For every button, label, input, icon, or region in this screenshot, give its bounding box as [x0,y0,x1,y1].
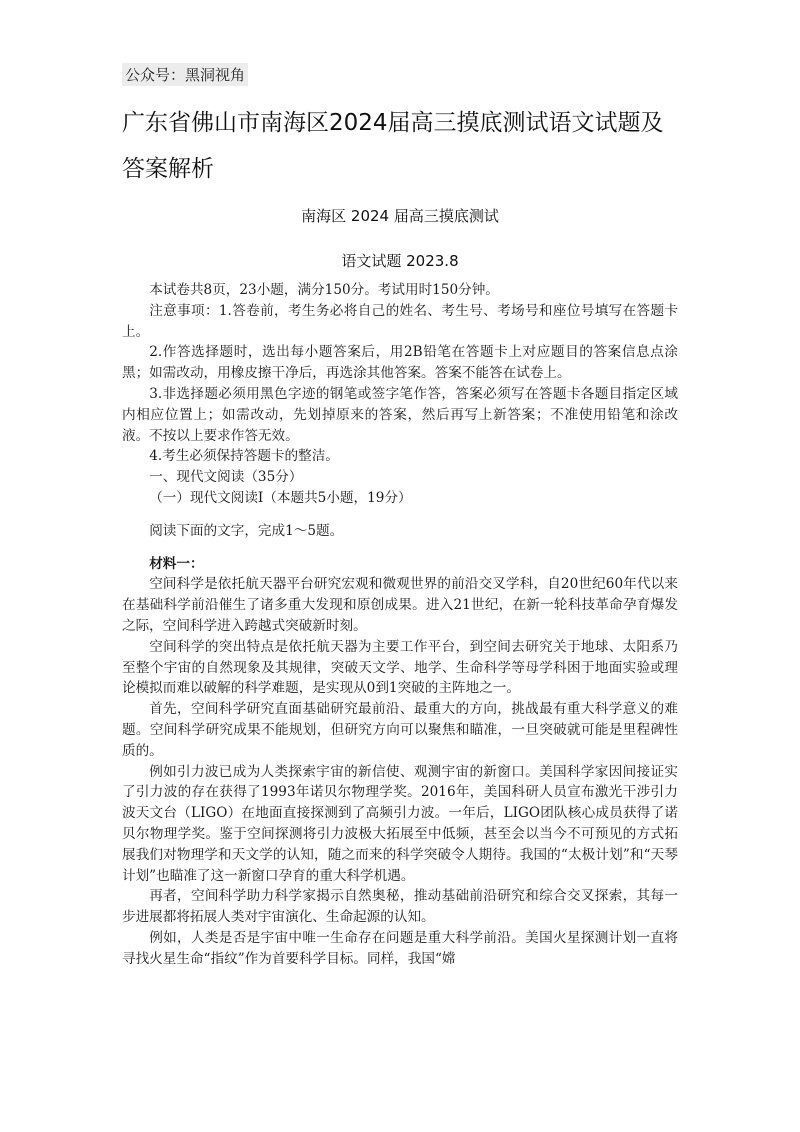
document-body [122,280,678,970]
paragraph-intro: 本试卷共8页，23小题，满分150分。考试用时150分钟。 [149,282,499,298]
paragraph-notice-3: 3.非选择题必须用黑色字迹的钢笔或签字笔作答，答案必须写在答题卡各题目指定区域内相应位置上；如需改动，先划掉原来的答案，然后再写上新答案；不准使用铅笔和涂改液。不按以上要求作答无效。 [122,385,678,444]
material-paragraph: 例如，人类是否是宇宙中唯一生命存在问题是重大科学前沿。美国火星探测计划一直将寻找火星生命“指纹”作为首要科学目标。同样，我国“嫦 [122,929,678,967]
reading-instruction: 阅读下面的文字，完成1～5题。 [149,522,344,539]
paragraph-notice-4: 4.考生必须保持答题卡的整洁。 [149,448,339,465]
document-title: 广东省佛山市南海区2024届高三摸底测试语文试题及答案解析 [122,110,664,182]
watermark-label: 公众号：黑洞视角 [122,63,248,86]
exam-subtitle: 南海区 2024 届高三摸底测试 [301,207,499,225]
exam-name: 语文试题 2023.8 [341,252,459,270]
material-paragraph: 空间科学的突出特点是依托航天器为主要工作平台，到空间去研究关于地球、太阳系乃至整个宇宙的自然现象及其规律，突破天文学、地学、生命科学等母学科困于地面实验或理论模拟而难以破解的科学难题，是实现从0到1突破的主阵地之一。 [122,638,678,697]
section-heading: 一、现代文阅读（35分） [149,469,303,486]
material-paragraph: 首先，空间科学研究直面基础研究最前沿、最重大的方向，挑战最有重大科学意义的难题。空间科学研究成果不能规划，但研究方向可以聚焦和瞄准，一旦突破就可能是里程碑性质的。 [122,701,678,759]
paragraph-notice-2: 2.作答选择题时，选出每小题答案后，用2B铅笔在答题卡上对应题目的答案信息点涂黑；如需改动，用橡皮擦干净后，再选涂其他答案。答案不能答在试卷上。 [122,344,678,382]
material-paragraph: 空间科学是依托航天器平台研究宏观和微观世界的前沿交叉学科，自20世纪60年代以来在基础科学前沿催生了诸多重大发现和原创成果。进入21世纪，在新一轮科技革命孕育爆发之际，空间科学进入跨越式突破新时刻。 [122,576,678,634]
material-paragraph: 再者，空间科学助力科学家揭示自然奥秘，推动基础前沿研究和综合交叉探索，其每一步进展都将拓展人类对宇宙演化、生命起源的认知。 [122,888,678,926]
subsection-heading: （一）现代文阅读Ⅰ（本题共5小题，19分） [149,489,412,506]
material-heading: 材料一： [149,555,204,572]
material-paragraph: 例如引力波已成为人类探索宇宙的新信使、观测宇宙的新窗口。美国科学家因间接证实了引力波的存在获得了1993年诺贝尔物理学奖。2016年，美国科研人员宣布激光干涉引力波天文台（LIGO）在地面直接探测到了高频引力波。一年后，LIGO团队核心成员获得了诺贝尔物理学奖。鉴于空间探测将引力波极大拓展至中低频，甚至会以当今不可预见的方式拓展我们对物理学和天文学的认知，随之而来的科学突破令人期待。我国的“太极计划”和“天琴计划”也瞄准了这一新窗口孕育的重大科学机遇。 [122,763,678,884]
paragraph-notice-1: 注意事项：1.答卷前，考生务必将自己的姓名、考生号、考场号和座位号填写在答题卡上。 [122,302,678,340]
